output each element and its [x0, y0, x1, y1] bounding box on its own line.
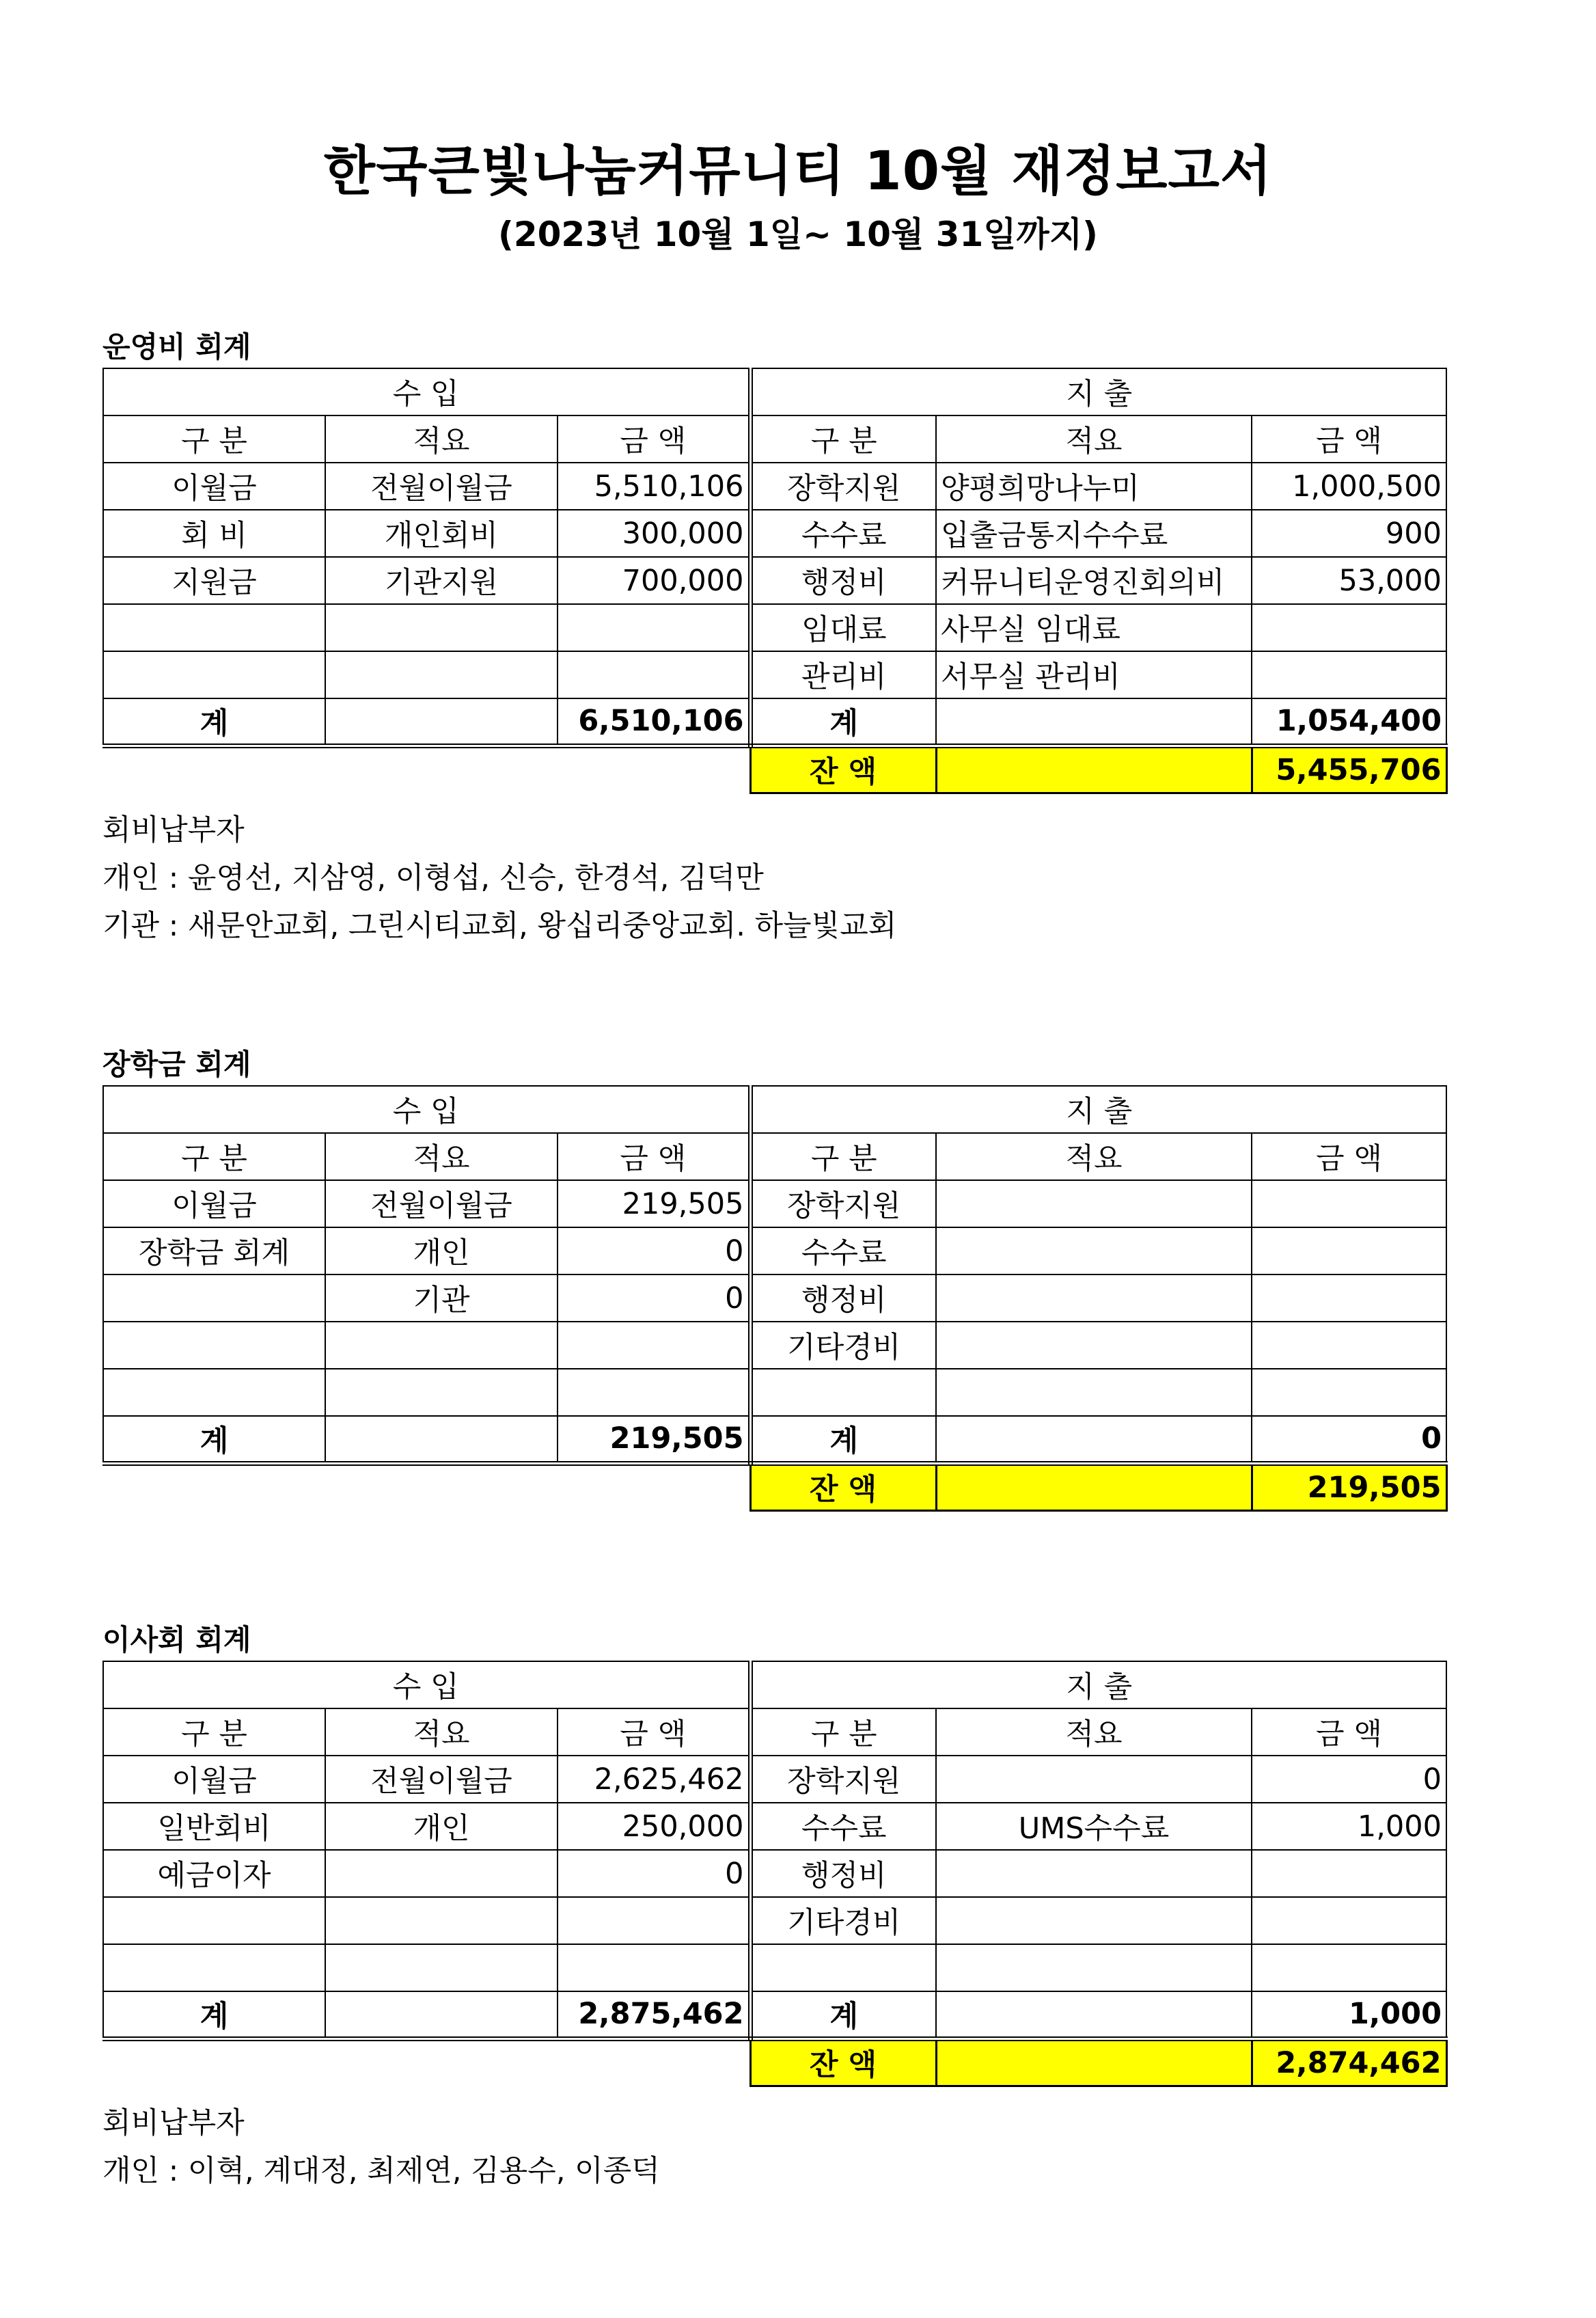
expense-amount [1252, 651, 1446, 698]
income-description [325, 1944, 558, 1991]
balance-label: 잔 액 [750, 746, 936, 793]
ledger-table [102, 1661, 1448, 2087]
expense-amount [1252, 1944, 1446, 1991]
table-row [103, 1274, 1446, 1322]
balance-spacer [103, 1463, 750, 1510]
expense-amount: 0 [1252, 1756, 1446, 1803]
note-line: 개인 : 윤영선, 지삼영, 이형섭, 신승, 한경석, 김덕만 [102, 860, 764, 895]
operating-section [102, 327, 1447, 950]
income-description: 개인 [325, 1803, 558, 1850]
expense-amount [1252, 1369, 1446, 1416]
expense-description [936, 1897, 1252, 1944]
income-category: 예금이자 [103, 1850, 325, 1897]
income-description [325, 604, 558, 651]
expense-amount-header: 금 액 [1252, 1133, 1446, 1180]
balance-row [103, 746, 1446, 793]
expense-total: 0 [1252, 1416, 1446, 1463]
table-row [103, 557, 1446, 604]
income-category [103, 1322, 325, 1369]
income-category: 일반회비 [103, 1803, 325, 1850]
balance-amount: 5,455,706 [1252, 746, 1446, 793]
income-amount: 0 [558, 1274, 750, 1322]
income-category: 회 비 [103, 510, 325, 557]
income-category: 이월금 [103, 463, 325, 510]
income-description [325, 1322, 558, 1369]
income-amount [558, 651, 750, 698]
expense-amount [1252, 1274, 1446, 1322]
expense-category: 수수료 [750, 1227, 936, 1274]
expense-category-header: 구 분 [750, 1133, 936, 1180]
expense-category: 수수료 [750, 510, 936, 557]
expense-description-header: 적요 [936, 1133, 1252, 1180]
note-line: 회비납부자 [102, 813, 245, 847]
expense-category: 행정비 [750, 1850, 936, 1897]
income-total-blank [325, 1991, 558, 2039]
income-total: 2,875,462 [558, 1991, 750, 2039]
expense-description: 입출금통지수수료 [936, 510, 1252, 557]
income-category-header: 구 분 [103, 1133, 325, 1180]
expense-total: 1,054,400 [1252, 698, 1446, 746]
expense-amount: 1,000 [1252, 1803, 1446, 1850]
income-amount [558, 1369, 750, 1416]
table-row [103, 1369, 1446, 1416]
balance-spacer [103, 746, 750, 793]
expense-total-blank [936, 1416, 1252, 1463]
expense-description: 사무실 임대료 [936, 604, 1252, 651]
balance-label: 잔 액 [750, 2039, 936, 2086]
ledger-table [102, 1085, 1448, 1512]
expense-description-header: 적요 [936, 1708, 1252, 1756]
expense-category: 행정비 [750, 557, 936, 604]
expense-category-header: 구 분 [750, 1708, 936, 1756]
expense-amount-header: 금 액 [1252, 415, 1446, 463]
expense-category: 임대료 [750, 604, 936, 651]
income-category [103, 1897, 325, 1944]
table-row [103, 1180, 1446, 1227]
expense-category [750, 1369, 936, 1416]
income-amount: 0 [558, 1850, 750, 1897]
income-description-header: 적요 [325, 415, 558, 463]
table-row [103, 651, 1446, 698]
expense-category: 행정비 [750, 1274, 936, 1322]
income-description [325, 1850, 558, 1897]
expense-description [936, 1944, 1252, 1991]
expense-amount: 1,000,500 [1252, 463, 1446, 510]
expense-amount: 900 [1252, 510, 1446, 557]
income-amount [558, 1322, 750, 1369]
expense-category: 수수료 [750, 1803, 936, 1850]
expense-category: 관리비 [750, 651, 936, 698]
balance-spacer [103, 2039, 750, 2086]
income-category: 이월금 [103, 1756, 325, 1803]
note-line: 회비납부자 [102, 2105, 245, 2140]
scholarship-section [102, 1044, 1447, 1512]
income-amount: 0 [558, 1227, 750, 1274]
income-header: 수 입 [103, 1086, 750, 1133]
income-category [103, 1944, 325, 1991]
income-description: 전월이월금 [325, 1756, 558, 1803]
ledger-table [102, 368, 1448, 794]
income-amount: 700,000 [558, 557, 750, 604]
income-category: 지원금 [103, 557, 325, 604]
balance-amount: 2,874,462 [1252, 2039, 1446, 2086]
expense-category: 장학지원 [750, 1756, 936, 1803]
income-category: 이월금 [103, 1180, 325, 1227]
expense-description [936, 1274, 1252, 1322]
expense-amount [1252, 1850, 1446, 1897]
expense-amount [1252, 1322, 1446, 1369]
expense-description: UMS수수료 [936, 1803, 1252, 1850]
balance-row [103, 2039, 1446, 2086]
balance-blank [936, 746, 1252, 793]
income-total-blank [325, 698, 558, 746]
expense-description-header: 적요 [936, 415, 1252, 463]
income-amount: 219,505 [558, 1180, 750, 1227]
expense-description: 서무실 관리비 [936, 651, 1252, 698]
expense-header: 지 출 [750, 1086, 1446, 1133]
income-amount: 250,000 [558, 1803, 750, 1850]
expense-category: 기타경비 [750, 1322, 936, 1369]
expense-amount [1252, 1897, 1446, 1944]
income-category [103, 604, 325, 651]
expense-category: 장학지원 [750, 1180, 936, 1227]
total-row [103, 1416, 1446, 1463]
expense-header: 지 출 [750, 1661, 1446, 1708]
income-description-header: 적요 [325, 1708, 558, 1756]
expense-amount-header: 금 액 [1252, 1708, 1446, 1756]
income-header: 수 입 [103, 1661, 750, 1708]
income-description: 개인회비 [325, 510, 558, 557]
member-notes [102, 806, 1447, 950]
income-amount: 5,510,106 [558, 463, 750, 510]
balance-blank [936, 2039, 1252, 2086]
income-total: 6,510,106 [558, 698, 750, 746]
expense-description [936, 1227, 1252, 1274]
section-title: 장학금 회계 [102, 1048, 251, 1081]
table-row [103, 1803, 1446, 1850]
table-row [103, 1850, 1446, 1897]
report-title: 한국큰빛나눔커뮤니티 10월 재정보고서 [323, 141, 1273, 202]
income-amount: 2,625,462 [558, 1756, 750, 1803]
table-row [103, 1322, 1446, 1369]
income-description: 기관 [325, 1274, 558, 1322]
balance-blank [936, 1463, 1252, 1510]
note-line: 기관 : 새문안교회, 그린시티교회, 왕십리중앙교회. 하늘빛교회 [102, 908, 897, 943]
report-period: (2023년 10월 1일~ 10월 31일까지) [497, 215, 1099, 254]
income-total-label: 계 [103, 1991, 325, 2039]
table-row [103, 1756, 1446, 1803]
expense-amount [1252, 604, 1446, 651]
income-description [325, 1369, 558, 1416]
income-total-label: 계 [103, 698, 325, 746]
expense-description: 커뮤니티운영진회의비 [936, 557, 1252, 604]
income-description: 개인 [325, 1227, 558, 1274]
table-row [103, 463, 1446, 510]
income-category-header: 구 분 [103, 415, 325, 463]
income-header: 수 입 [103, 368, 750, 415]
income-total: 219,505 [558, 1416, 750, 1463]
income-category [103, 1274, 325, 1322]
income-description [325, 1897, 558, 1944]
expense-total-label: 계 [750, 1991, 936, 2039]
expense-amount [1252, 1227, 1446, 1274]
expense-category-header: 구 분 [750, 415, 936, 463]
income-amount [558, 1897, 750, 1944]
note-line: 개인 : 이혁, 계대정, 최제연, 김용수, 이종덕 [102, 2153, 660, 2188]
table-row [103, 510, 1446, 557]
income-description-header: 적요 [325, 1133, 558, 1180]
income-amount: 300,000 [558, 510, 750, 557]
balance-label: 잔 액 [750, 1463, 936, 1510]
expense-category: 기타경비 [750, 1897, 936, 1944]
income-category [103, 651, 325, 698]
expense-total: 1,000 [1252, 1991, 1446, 2039]
income-description: 전월이월금 [325, 1180, 558, 1227]
member-notes [102, 2099, 1447, 2195]
income-amount-header: 금 액 [558, 1708, 750, 1756]
table-row [103, 1897, 1446, 1944]
expense-description [936, 1369, 1252, 1416]
expense-description [936, 1180, 1252, 1227]
section-title: 운영비 회계 [102, 330, 251, 364]
income-category-header: 구 분 [103, 1708, 325, 1756]
income-description [325, 651, 558, 698]
expense-total-blank [936, 1991, 1252, 2039]
income-amount-header: 금 액 [558, 1133, 750, 1180]
expense-description [936, 1322, 1252, 1369]
expense-total-label: 계 [750, 1416, 936, 1463]
expense-category [750, 1944, 936, 1991]
income-amount-header: 금 액 [558, 415, 750, 463]
table-row [103, 1944, 1446, 1991]
income-category: 장학금 회계 [103, 1227, 325, 1274]
balance-row [103, 1463, 1446, 1510]
expense-total-label: 계 [750, 698, 936, 746]
expense-header: 지 출 [750, 368, 1446, 415]
income-amount [558, 1944, 750, 1991]
expense-description [936, 1756, 1252, 1803]
total-row [103, 698, 1446, 746]
income-description: 기관지원 [325, 557, 558, 604]
expense-amount [1252, 1180, 1446, 1227]
income-total-label: 계 [103, 1416, 325, 1463]
board-section [102, 1620, 1447, 2195]
total-row [103, 1991, 1446, 2039]
expense-description [936, 1850, 1252, 1897]
expense-category: 장학지원 [750, 463, 936, 510]
income-amount [558, 604, 750, 651]
table-row [103, 604, 1446, 651]
expense-amount: 53,000 [1252, 557, 1446, 604]
income-description: 전월이월금 [325, 463, 558, 510]
expense-description: 양평희망나누미 [936, 463, 1252, 510]
table-row [103, 1227, 1446, 1274]
balance-amount: 219,505 [1252, 1463, 1446, 1510]
section-title: 이사회 회계 [102, 1623, 251, 1656]
income-total-blank [325, 1416, 558, 1463]
income-category [103, 1369, 325, 1416]
expense-total-blank [936, 698, 1252, 746]
